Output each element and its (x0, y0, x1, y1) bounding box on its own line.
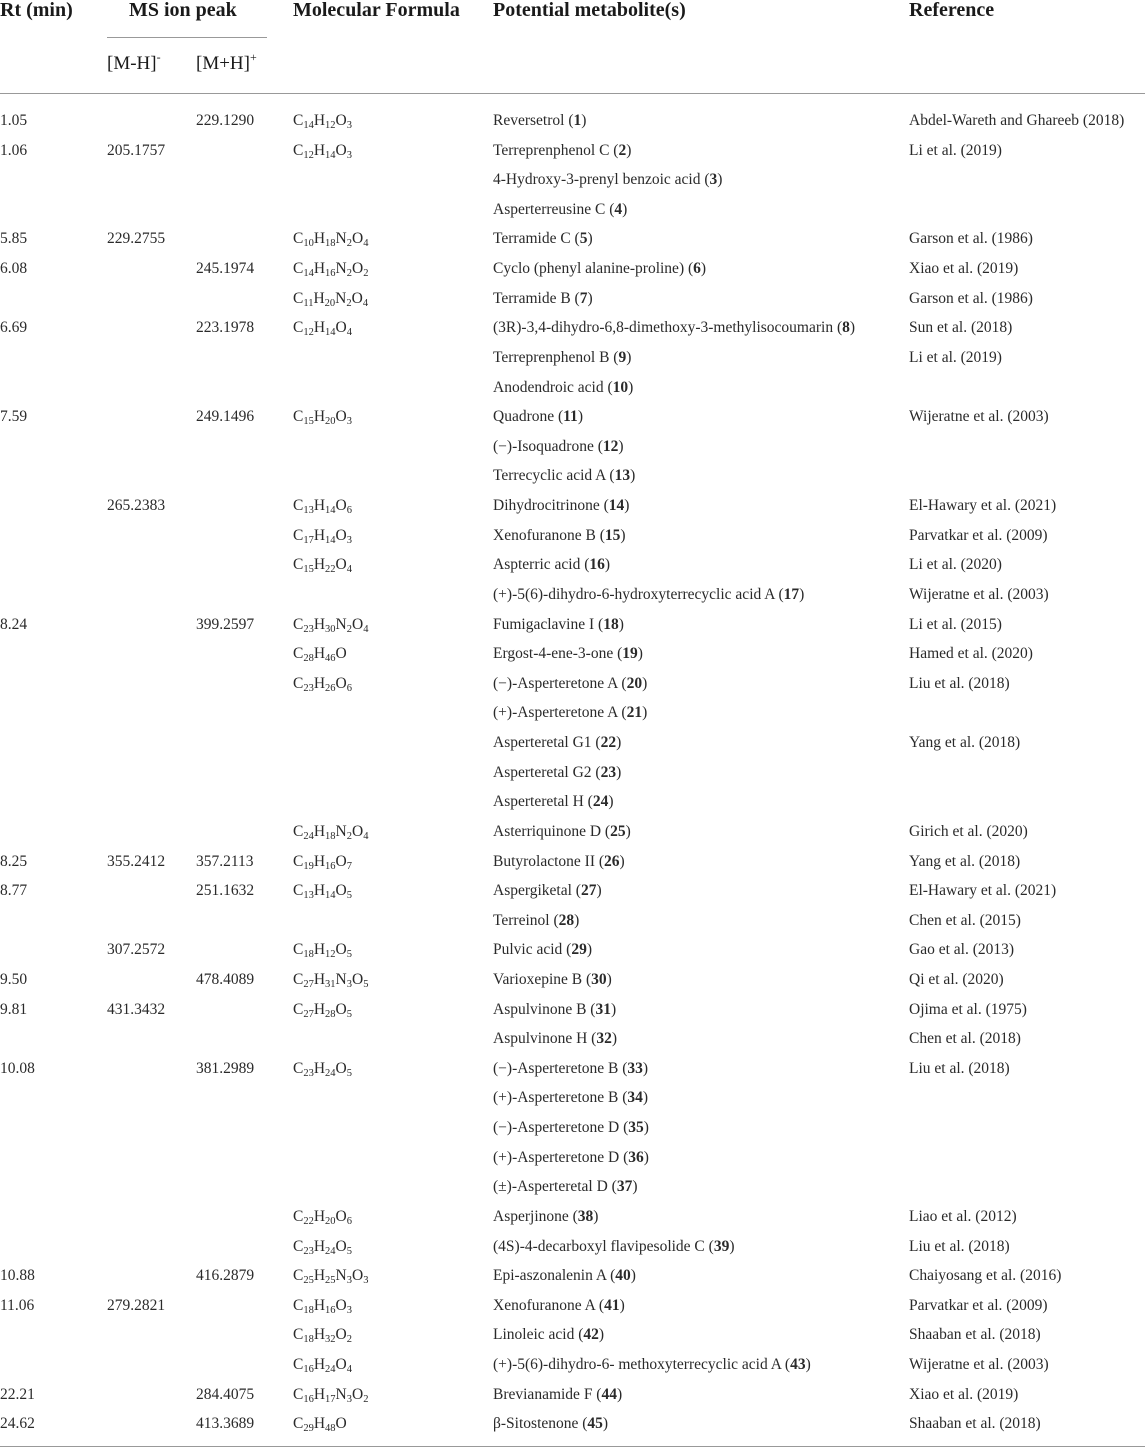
formula-cell: $C_{15}H_{20}O_3$ (293, 408, 352, 428)
ms-ion-peak-rule (107, 37, 267, 38)
neg-ion-cell: 355.2412 (107, 852, 166, 870)
metabolite-cell: Cyclo (phenyl alanine-proline) (6) (493, 260, 707, 278)
table-row (0, 1237, 1145, 1267)
header-neg-ion: [M-H]- (107, 50, 161, 74)
reference-cell: Liu et al. (2018) (909, 674, 1010, 692)
neg-ion-cell: 265.2383 (107, 497, 166, 515)
table-row (0, 792, 1145, 822)
formula-cell: $C_{16}H_{17}N_3O_2$ (293, 1385, 369, 1405)
reference-cell: Garson et al. (1986) (909, 230, 1033, 248)
rt-cell: 22.21 (0, 1385, 35, 1403)
formula-cell: $C_{23}H_{24}O_5$ (293, 1059, 352, 1079)
metabolite-cell: (4S)-4-decarboxyl flavipesolide C (39) (493, 1237, 735, 1255)
formula-cell: $C_{13}H_{14}O_5$ (293, 882, 352, 902)
table-row (0, 881, 1145, 911)
metabolite-cell: (+)-Asperteretone B (34) (493, 1089, 649, 1107)
pos-ion-cell: 229.1290 (196, 112, 255, 129)
reference-cell: Garson et al. (1986) (909, 289, 1033, 307)
neg-ion-cell: 229.2755 (107, 230, 166, 248)
neg-ion-cell: 307.2572 (107, 941, 166, 959)
metabolite-cell: (+)-5(6)-dihydro-6- methoxyterrecyclic acid A (43) (493, 1356, 811, 1374)
reference-cell: Ojima et al. (1975) (909, 1000, 1027, 1018)
formula-cell: $C_{23}H_{26}O_6$ (293, 674, 352, 694)
table-row (0, 1088, 1145, 1118)
metabolite-cell: Asperterreusine C (4) (493, 200, 628, 218)
metabolite-cell: Linoleic acid (42) (493, 1326, 605, 1344)
table-row (0, 496, 1145, 526)
reference-cell: El-Hawary et al. (2021) (909, 882, 1057, 900)
metabolite-cell: Aspterric acid (16) (493, 556, 611, 574)
table-row (0, 289, 1145, 319)
pos-ion-cell: 284.4075 (196, 1385, 255, 1403)
formula-cell: $C_{13}H_{14}O_6$ (293, 497, 352, 517)
table-row (0, 733, 1145, 763)
formula-cell: $C_{27}H_{28}O_5$ (293, 1000, 352, 1020)
rt-cell: 7.59 (0, 408, 28, 426)
metabolite-cell: Terreprenphenol C (2) (493, 141, 632, 159)
formula-cell: $C_{18}H_{12}O_5$ (293, 941, 352, 961)
pos-ion-cell: 399.2597 (196, 615, 255, 633)
metabolite-cell: Asperteretal G2 (23) (493, 763, 622, 781)
pos-ion-cell: 357.2113 (196, 852, 254, 870)
metabolite-cell: Asperteretal G1 (22) (493, 734, 622, 752)
reference-cell: Liu et al. (2018) (909, 1059, 1010, 1077)
pos-ion-cell: 413.3689 (196, 1415, 255, 1433)
table-row (0, 970, 1145, 1000)
metabolite-cell: (3R)-3,4-dihydro-6,8-dimethoxy-3-methylisocoumarin (8) (493, 319, 856, 337)
table-row (0, 763, 1145, 793)
pos-ion-cell: 416.2879 (196, 1267, 255, 1285)
reference-cell: Qi et al. (2020) (909, 970, 1004, 988)
metabolite-cell: (+)-Asperteretone D (36) (493, 1148, 649, 1166)
metabolite-cell: Pulvic acid (29) (493, 941, 593, 959)
formula-cell: $C_{15}H_{22}O_4$ (293, 556, 352, 576)
formula-cell: $C_{29}H_{48}O$ (293, 1415, 347, 1435)
rt-cell: 5.85 (0, 230, 28, 248)
metabolite-cell: Varioxepine B (30) (493, 970, 612, 988)
table-row (0, 615, 1145, 645)
rt-cell: 8.25 (0, 852, 28, 870)
table-row (0, 437, 1145, 467)
metabolite-cell: 4-Hydroxy-3-prenyl benzoic acid (3) (493, 171, 723, 189)
table-row (0, 1059, 1145, 1089)
metabolite-cell: Epi-aszonalenin A (40) (493, 1267, 636, 1285)
rt-cell: 8.24 (0, 615, 28, 633)
reference-cell: Liao et al. (2012) (909, 1207, 1017, 1225)
metabolite-cell: Terramide C (5) (493, 230, 593, 248)
reference-cell: Li et al. (2019) (909, 141, 1002, 159)
metabolite-cell: Asterriquinone D (25) (493, 822, 631, 840)
header-rt: Rt (min) (0, 0, 73, 21)
metabolite-cell: Reversetrol (1) (493, 112, 587, 129)
metabolite-cell: Dihydrocitrinone (14) (493, 497, 630, 515)
metabolite-cell: Aspulvinone B (31) (493, 1000, 617, 1018)
header-rule (0, 93, 1145, 94)
table-row (0, 1296, 1145, 1326)
reference-cell: Li et al. (2019) (909, 348, 1002, 366)
neg-ion-cell: 431.3432 (107, 1000, 166, 1018)
header-potential-metabolites: Potential metabolite(s) (493, 0, 686, 21)
rt-cell: 11.06 (0, 1296, 35, 1314)
table-row (0, 526, 1145, 556)
header-molecular-formula: Molecular Formula (293, 0, 460, 21)
reference-cell: Sun et al. (2018) (909, 319, 1013, 337)
formula-cell: $C_{28}H_{46}O$ (293, 645, 347, 665)
table-row (0, 170, 1145, 200)
metabolite-cell: Terrecyclic acid A (13) (493, 467, 636, 485)
table-row (0, 1325, 1145, 1355)
reference-cell: El-Hawary et al. (2021) (909, 497, 1057, 515)
rt-cell: 8.77 (0, 882, 28, 900)
reference-cell: Yang et al. (2018) (909, 852, 1021, 870)
table-row (0, 259, 1145, 289)
reference-cell: Yang et al. (2018) (909, 734, 1021, 752)
metabolite-cell: Terramide B (7) (493, 289, 593, 307)
table-row (0, 1029, 1145, 1059)
table-row (0, 1207, 1145, 1237)
metabolite-cell: (−)-Asperteretone A (20) (493, 674, 648, 692)
formula-cell: $C_{11}H_{20}N_2O_4$ (293, 289, 369, 309)
table-row (0, 348, 1145, 378)
metabolite-cell: Quadrone (11) (493, 408, 583, 426)
table-row (0, 555, 1145, 585)
metabolite-cell: Butyrolactone II (26) (493, 852, 625, 870)
metabolite-cell: Terreprenphenol B (9) (493, 348, 632, 366)
reference-cell: Chaiyosang et al. (2016) (909, 1267, 1062, 1285)
table-row (0, 466, 1145, 496)
table-row (0, 318, 1145, 348)
neg-ion-cell: 279.2821 (107, 1296, 166, 1314)
table-row (0, 1177, 1145, 1207)
table-row (0, 585, 1145, 615)
pos-ion-cell: 381.2989 (196, 1059, 255, 1077)
rt-cell: 6.69 (0, 319, 28, 337)
formula-cell: $C_{17}H_{14}O_3$ (293, 526, 352, 546)
table-row (0, 141, 1145, 171)
metabolite-cell: Anodendroic acid (10) (493, 378, 634, 396)
rt-cell: 1.05 (0, 112, 28, 129)
formula-cell: $C_{23}H_{30}N_2O_4$ (293, 615, 369, 635)
rt-cell: 24.62 (0, 1415, 35, 1433)
neg-ion-cell: 205.1757 (107, 141, 166, 159)
reference-cell: Li et al. (2020) (909, 556, 1002, 574)
pos-ion-cell: 245.1974 (196, 260, 255, 278)
formula-cell: $C_{23}H_{24}O_5$ (293, 1237, 352, 1257)
table-row (0, 674, 1145, 704)
rt-cell: 6.08 (0, 260, 28, 278)
header-pos-ion: [M+H]+ (196, 50, 257, 74)
formula-cell: $C_{19}H_{16}O_7$ (293, 852, 352, 872)
pos-ion-cell: 249.1496 (196, 408, 255, 426)
reference-cell: Parvatkar et al. (2009) (909, 1296, 1048, 1314)
metabolite-cell: Aspergiketal (27) (493, 882, 602, 900)
table-row (0, 378, 1145, 408)
table-row (0, 940, 1145, 970)
formula-cell: $C_{14}H_{12}O_3$ (293, 112, 352, 131)
reference-cell: Chen et al. (2015) (909, 911, 1021, 929)
rt-cell: 10.88 (0, 1267, 35, 1285)
reference-cell: Wijeratne et al. (2003) (909, 1356, 1049, 1374)
formula-cell: $C_{25}H_{25}N_3O_3$ (293, 1267, 369, 1287)
header-ms-ion-peak: MS ion peak (129, 0, 237, 21)
table-row (0, 1118, 1145, 1148)
table-row (0, 644, 1145, 674)
rt-cell: 9.81 (0, 1000, 28, 1018)
table-bottom-rule (0, 1446, 1145, 1447)
reference-cell: Chen et al. (2018) (909, 1030, 1021, 1048)
table-row (0, 822, 1145, 852)
reference-cell: Abdel-Wareth and Ghareeb (2018) (909, 112, 1125, 129)
formula-cell: $C_{14}H_{16}N_2O_2$ (293, 260, 369, 280)
table-row (0, 200, 1145, 230)
table-row (0, 1414, 1145, 1444)
metabolite-cell: Ergost-4-ene-3-one (19) (493, 645, 643, 663)
formula-cell: $C_{24}H_{18}N_2O_4$ (293, 822, 369, 842)
table-row (0, 703, 1145, 733)
metabolite-cell: (−)-Isoquadrone (12) (493, 437, 624, 455)
formula-cell: $C_{12}H_{14}O_4$ (293, 319, 352, 339)
formula-cell: $C_{18}H_{16}O_3$ (293, 1296, 352, 1316)
table-row (0, 1000, 1145, 1030)
metabolite-cell: Asperteretal H (24) (493, 793, 614, 811)
formula-cell: $C_{18}H_{32}O_2$ (293, 1326, 352, 1346)
formula-cell: $C_{27}H_{31}N_3O_5$ (293, 970, 369, 990)
table-row (0, 1148, 1145, 1178)
reference-cell: Xiao et al. (2019) (909, 1385, 1019, 1403)
table-row (0, 852, 1145, 882)
table-row (0, 1385, 1145, 1415)
header-reference: Reference (909, 0, 995, 21)
reference-cell: Gao et al. (2013) (909, 941, 1015, 959)
metabolite-cell: (±)-Asperteretal D (37) (493, 1178, 638, 1196)
table-row (0, 1355, 1145, 1385)
formula-cell: $C_{10}H_{18}N_2O_4$ (293, 230, 369, 250)
metabolite-cell: Asperjinone (38) (493, 1207, 599, 1225)
metabolite-cell: Fumigaclavine I (18) (493, 615, 624, 633)
pos-ion-cell: 478.4089 (196, 970, 255, 988)
table-row (0, 111, 1145, 141)
reference-cell: Girich et al. (2020) (909, 822, 1028, 840)
table-row (0, 407, 1145, 437)
metabolite-cell: Terreinol (28) (493, 911, 580, 929)
metabolite-cell: (+)-5(6)-dihydro-6-hydroxyterrecyclic acid A (17) (493, 585, 805, 603)
metabolite-cell: Xenofuranone B (15) (493, 526, 626, 544)
metabolite-cell: (+)-Asperteretone A (21) (493, 704, 648, 722)
formula-cell: $C_{16}H_{24}O_4$ (293, 1356, 352, 1376)
reference-cell: Shaaban et al. (2018) (909, 1415, 1041, 1433)
reference-cell: Shaaban et al. (2018) (909, 1326, 1041, 1344)
metabolite-cell: β-Sitostenone (45) (493, 1415, 609, 1433)
table-row (0, 1266, 1145, 1296)
metabolite-cell: (−)-Asperteretone B (33) (493, 1059, 649, 1077)
metabolite-cell: Brevianamide F (44) (493, 1385, 623, 1403)
formula-cell: $C_{12}H_{14}O_3$ (293, 141, 352, 161)
reference-cell: Li et al. (2015) (909, 615, 1002, 633)
reference-cell: Wijeratne et al. (2003) (909, 408, 1049, 426)
reference-cell: Hamed et al. (2020) (909, 645, 1033, 663)
reference-cell: Xiao et al. (2019) (909, 260, 1019, 278)
formula-cell: $C_{22}H_{20}O_6$ (293, 1207, 352, 1227)
reference-cell: Liu et al. (2018) (909, 1237, 1010, 1255)
metabolite-cell: Aspulvinone H (32) (493, 1030, 617, 1048)
rt-cell: 9.50 (0, 970, 28, 988)
metabolite-cell: Xenofuranone A (41) (493, 1296, 625, 1314)
metabolite-cell: (−)-Asperteretone D (35) (493, 1119, 649, 1137)
pos-ion-cell: 251.1632 (196, 882, 255, 900)
table-row (0, 911, 1145, 941)
rt-cell: 10.08 (0, 1059, 35, 1077)
reference-cell: Wijeratne et al. (2003) (909, 585, 1049, 603)
reference-cell: Parvatkar et al. (2009) (909, 526, 1048, 544)
pos-ion-cell: 223.1978 (196, 319, 255, 337)
table-row (0, 229, 1145, 259)
rt-cell: 1.06 (0, 141, 28, 159)
